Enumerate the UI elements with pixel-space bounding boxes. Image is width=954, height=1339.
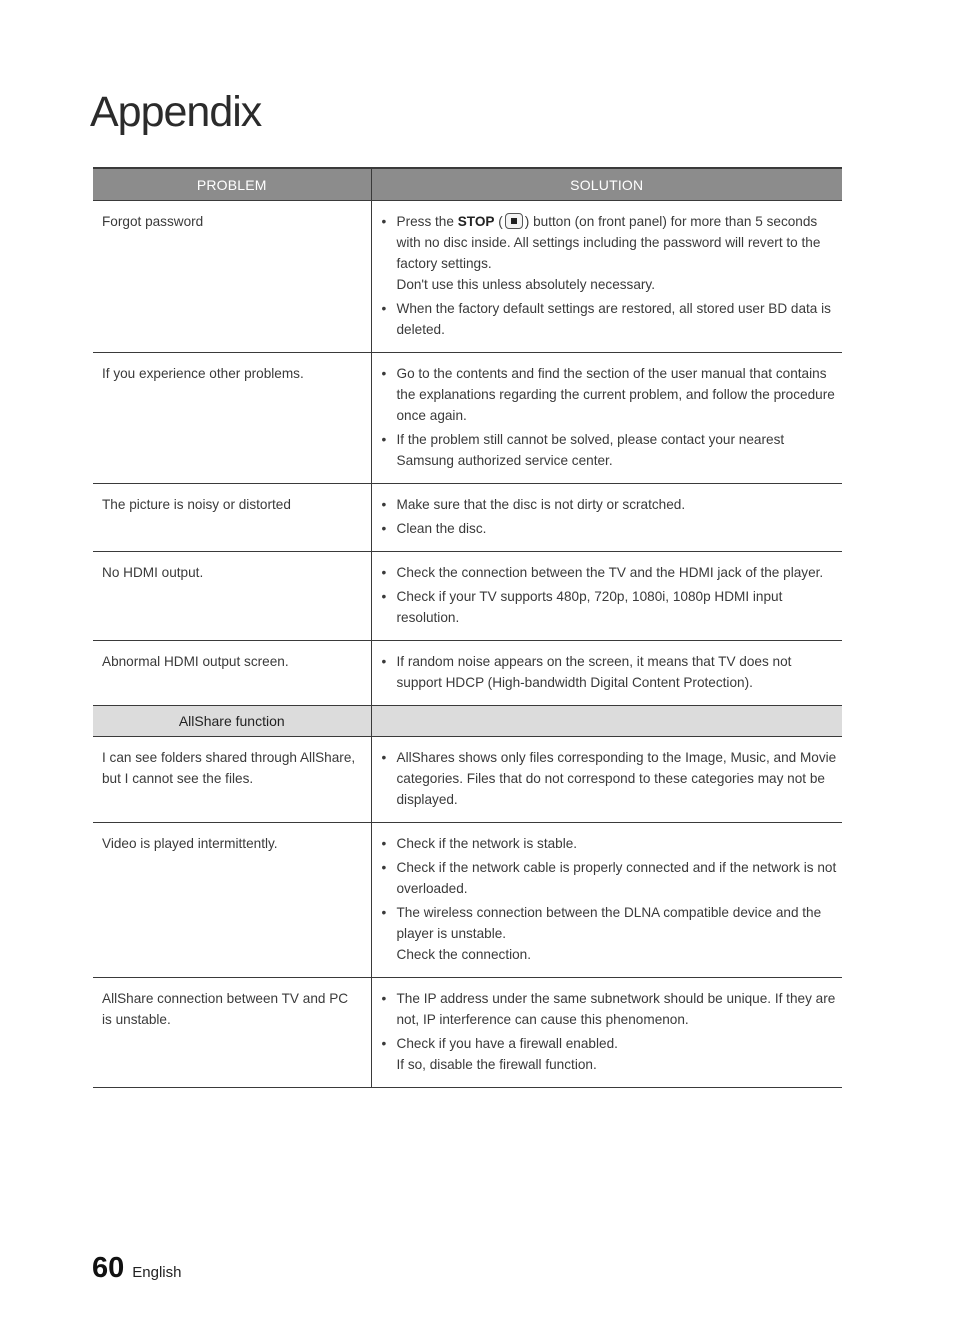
problem-cell: I can see folders shared through AllShare, but I cannot see the files.: [93, 737, 371, 823]
page-footer: [92, 1252, 181, 1285]
solution-note: If so, disable the firewall function.: [396, 1057, 597, 1072]
bullet-icon: •: [381, 750, 387, 765]
troubleshooting-table: [93, 167, 842, 1088]
solution-item: [382, 586, 841, 628]
solution-cell: [371, 201, 842, 353]
solution-list: [382, 988, 841, 1075]
solution-text: The IP address under the same subnetwork should be unique. If they are not, IP interference can cause this phenomenon.: [396, 991, 836, 1027]
solution-item: [382, 833, 841, 854]
table-row: [93, 484, 842, 552]
solution-item: [382, 211, 841, 295]
bullet-icon: •: [381, 214, 387, 229]
solution-text: ) button (on front panel) for more than 5 seconds with no disc inside. All settings including the password will revert to the factory settings.: [396, 214, 821, 271]
solution-text: Check if you have a firewall enabled.: [396, 1036, 618, 1051]
solution-cell: [371, 737, 842, 823]
solution-item: [382, 747, 841, 810]
solution-text: If the problem still cannot be solved, please contact your nearest Samsung authorized service center.: [396, 432, 785, 468]
solution-text: If random noise appears on the screen, it means that TV does not support HDCP (High-bandwidth Digital Content Protection).: [396, 654, 792, 690]
solution-text: Check if your TV supports 480p, 720p, 1080i, 1080p HDMI input resolution.: [396, 589, 783, 625]
solution-item: [382, 988, 841, 1030]
solution-list: [382, 494, 841, 539]
solution-cell: [371, 552, 842, 641]
solution-text: Press the: [396, 214, 458, 229]
problem-cell: The picture is noisy or distorted: [93, 484, 371, 552]
solution-text: Check if the network is stable.: [396, 836, 578, 851]
solution-cell: [371, 484, 842, 552]
solution-item: [382, 363, 841, 426]
stop-button-icon: [505, 213, 523, 229]
bullet-icon: •: [381, 565, 387, 580]
solution-item: [382, 429, 841, 471]
solution-text: Check if the network cable is properly connected and if the network is not overloaded.: [396, 860, 837, 896]
stop-label: STOP: [457, 214, 495, 229]
section-blank-cell: [371, 706, 842, 737]
table-row: [93, 641, 842, 706]
bullet-icon: •: [381, 432, 387, 447]
solution-item: [382, 562, 841, 583]
solution-item: [382, 518, 841, 539]
solution-text: Go to the contents and find the section of the user manual that contains the explanations regarding the current problem, and follow the procedure once again.: [396, 366, 835, 423]
table-row: [93, 552, 842, 641]
solution-column-header: SOLUTION: [371, 168, 842, 201]
solution-note: Don't use this unless absolutely necessary.: [396, 277, 655, 292]
page-number: 60: [92, 1252, 125, 1284]
language-label: English: [132, 1264, 182, 1281]
solution-cell: [371, 823, 842, 978]
solution-item: [382, 902, 841, 965]
table-header-row: [93, 168, 842, 201]
table-row: [93, 823, 842, 978]
solution-text: The wireless connection between the DLNA compatible device and the player is unstable.: [396, 905, 822, 941]
table-row: [93, 737, 842, 823]
bullet-icon: •: [381, 521, 387, 536]
solution-item: [382, 651, 841, 693]
bullet-icon: •: [381, 497, 387, 512]
problem-cell: AllShare connection between TV and PC is unstable.: [93, 978, 371, 1088]
solution-text: (: [494, 214, 503, 229]
solution-text: Make sure that the disc is not dirty or scratched.: [396, 497, 686, 512]
solution-text: Check the connection between the TV and the HDMI jack of the player.: [396, 565, 824, 580]
section-header-row: [93, 706, 842, 737]
problem-cell: If you experience other problems.: [93, 353, 371, 484]
solution-list: [382, 833, 841, 965]
solution-text: When the factory default settings are restored, all stored user BD data is deleted.: [396, 301, 831, 337]
bullet-icon: •: [381, 860, 387, 875]
bullet-icon: •: [381, 654, 387, 669]
solution-note: Check the connection.: [396, 947, 532, 962]
solution-item: [382, 857, 841, 899]
solution-text: AllShares shows only files corresponding to the Image, Music, and Movie categories. Files that do not correspond to these categories may not be displayed.: [396, 750, 837, 807]
section-title: AllShare function: [93, 706, 371, 737]
bullet-icon: •: [381, 905, 387, 920]
solution-item: [382, 298, 841, 340]
bullet-icon: •: [381, 1036, 387, 1051]
solution-cell: [371, 978, 842, 1088]
solution-text: Clean the disc.: [396, 521, 487, 536]
table-row: [93, 978, 842, 1088]
table-row: [93, 353, 842, 484]
solution-list: [382, 211, 841, 340]
bullet-icon: •: [381, 836, 387, 851]
solution-item: [382, 494, 841, 515]
solution-cell: [371, 353, 842, 484]
problem-cell: Video is played intermittently.: [93, 823, 371, 978]
bullet-icon: •: [381, 301, 387, 316]
bullet-icon: •: [381, 366, 387, 381]
solution-list: [382, 363, 841, 471]
solution-list: [382, 747, 841, 810]
problem-cell: Forgot password: [93, 201, 371, 353]
solution-list: [382, 562, 841, 628]
bullet-icon: •: [381, 589, 387, 604]
solution-cell: [371, 641, 842, 706]
bullet-icon: •: [381, 991, 387, 1006]
solution-list: [382, 651, 841, 693]
page-title: Appendix: [90, 88, 262, 136]
problem-cell: No HDMI output.: [93, 552, 371, 641]
problem-cell: Abnormal HDMI output screen.: [93, 641, 371, 706]
problem-column-header: PROBLEM: [93, 168, 371, 201]
solution-item: [382, 1033, 841, 1075]
table-row: [93, 201, 842, 353]
